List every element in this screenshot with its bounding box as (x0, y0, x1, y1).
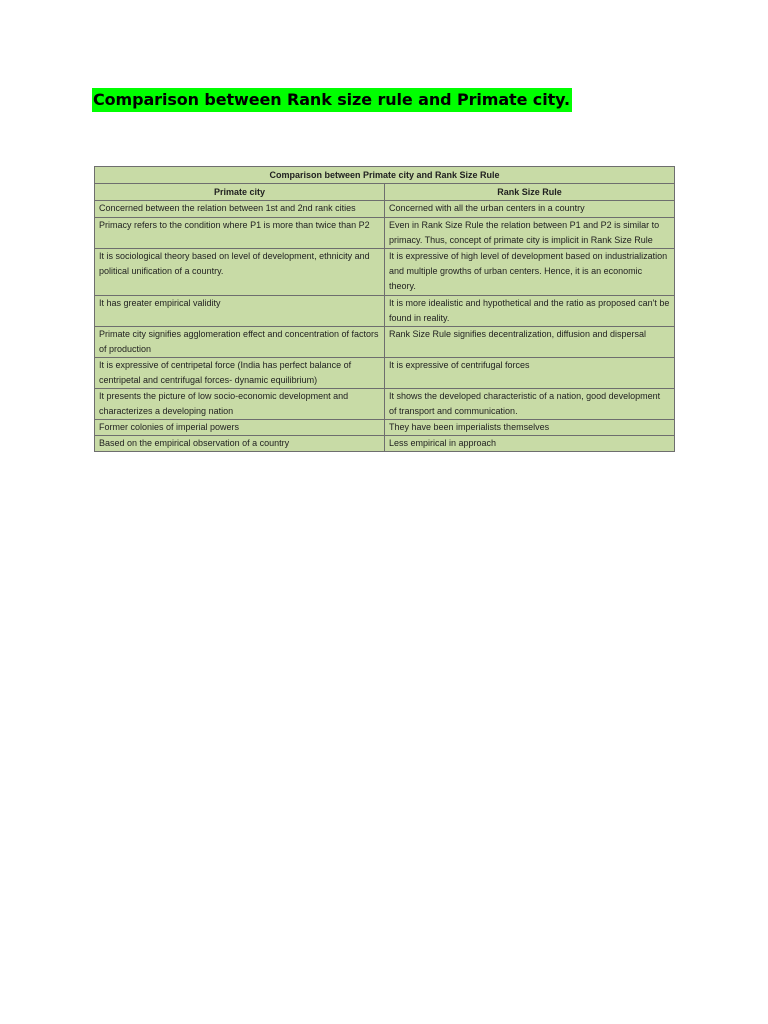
document-heading: Comparison between Rank size rule and Primate city. (92, 88, 572, 112)
table-cell: Former colonies of imperial powers (95, 420, 385, 436)
comparison-table-image (94, 166, 674, 452)
table-row (95, 327, 675, 358)
table-row (95, 436, 675, 452)
table-cell: It is sociological theory based on level of development, ethnicity and political unification of a country. (95, 249, 385, 296)
table-title: Comparison between Primate city and Rank Size Rule (95, 167, 675, 184)
table-cell: Even in Rank Size Rule the relation between P1 and P2 is similar to primacy. Thus, concept of primate city is implicit in Rank Size Rule (385, 218, 675, 249)
table-row (95, 420, 675, 436)
table-row (95, 249, 675, 296)
table-cell: Less empirical in approach (385, 436, 675, 452)
table-cell: It is expressive of high level of development based on industrialization and multiple growths of urban centers. Hence, it is an economic theory. (385, 249, 675, 296)
table-cell: Primate city signifies agglomeration effect and concentration of factors of production (95, 327, 385, 358)
table-cell: Concerned between the relation between 1st and 2nd rank cities (95, 201, 385, 218)
table-row (95, 389, 675, 420)
column-header-primate-city: Primate city (95, 184, 385, 201)
table-row (95, 201, 675, 218)
table-row (95, 296, 675, 327)
table-cell: Rank Size Rule signifies decentralization, diffusion and dispersal (385, 327, 675, 358)
table-cell: They have been imperialists themselves (385, 420, 675, 436)
comparison-table (94, 166, 675, 452)
table-cell: Based on the empirical observation of a country (95, 436, 385, 452)
table-cell: It shows the developed characteristic of a nation, good development of transport and communication. (385, 389, 675, 420)
table-row (95, 218, 675, 249)
table-cell: It is more idealistic and hypothetical and the ratio as proposed can't be found in reality. (385, 296, 675, 327)
table-cell: It is expressive of centripetal force (India has perfect balance of centripetal and centrifugal forces- dynamic equilibrium) (95, 358, 385, 389)
table-cell: It presents the picture of low socio-economic development and characterizes a developing nation (95, 389, 385, 420)
table-cell: It has greater empirical validity (95, 296, 385, 327)
table-cell: Primacy refers to the condition where P1 is more than twice than P2 (95, 218, 385, 249)
table-cell: It is expressive of centrifugal forces (385, 358, 675, 389)
table-cell: Concerned with all the urban centers in a country (385, 201, 675, 218)
table-row (95, 358, 675, 389)
column-header-rank-size-rule: Rank Size Rule (385, 184, 675, 201)
